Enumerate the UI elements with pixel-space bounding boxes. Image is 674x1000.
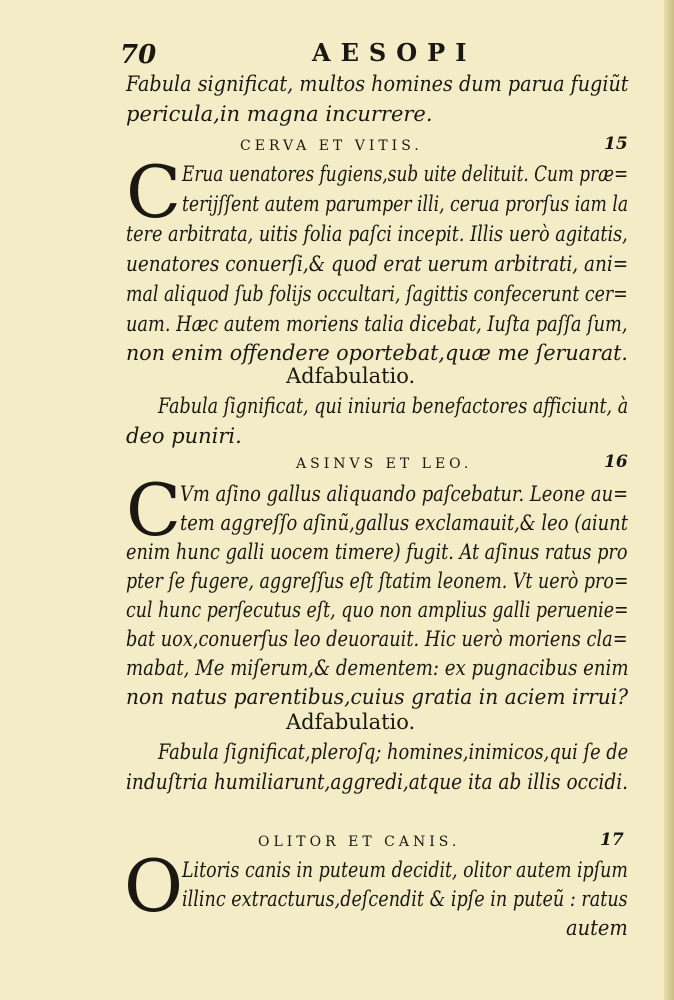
- moral-line: deo puniri.: [126, 424, 242, 448]
- moral-line: induſtria humiliarunt,aggredi,atque ita ab illis occidi.: [126, 770, 629, 794]
- fable-number: 17: [600, 830, 624, 850]
- page-gutter-shadow: [664, 0, 674, 1000]
- text-line: Erua uenatores fugiens,sub uite delituit. Cum præ=: [182, 162, 629, 186]
- running-head: AESOPI: [312, 38, 477, 67]
- adfabulatio-heading: Adfabulatio.: [286, 364, 416, 388]
- text-line: enim hunc galli uocem timere) fugit. At aſinus ratus pro: [126, 540, 628, 564]
- fable-title: CERVA ET VITIS.: [240, 138, 423, 154]
- text-line: uenatores conuerſi,& quod erat uerum arbitrati, ani=: [126, 252, 629, 276]
- text-line: cul hunc perſecutus eſt, quo non amplius galli peruenie=: [126, 598, 629, 622]
- text-line: bat uox,conuerſus leo deuorauit. Hic uerò moriens cla=: [126, 627, 628, 651]
- text-line: pter ſe fugere, aggreſſus eſt ſtatim leonem. Vt uerò pro=: [126, 569, 629, 593]
- moral-line: Fabula significat, multos homines dum parua fugiũt: [126, 72, 629, 96]
- drop-cap: O: [124, 844, 184, 928]
- text-line: non natus parentibus,cuius gratia in aciem irrui?: [126, 685, 629, 709]
- page-number: 70: [120, 40, 157, 70]
- catchword: autem: [566, 916, 628, 940]
- text-line: mabat, Me miſerum,& dementem: ex pugnacibus enim: [126, 656, 629, 680]
- moral-line: Fabula ſignificat,pleroſq; homines,inimicos,qui ſe de: [158, 740, 629, 764]
- text-line: mal aliquod ſub folijs occultari, ſagittis confecerunt cer=: [126, 282, 628, 306]
- drop-cap: C: [126, 150, 182, 234]
- text-line: Litoris canis in puteum decidit, olitor autem ipſum: [182, 858, 628, 882]
- fable-number: 16: [604, 452, 628, 472]
- fable-title: OLITOR ET CANIS.: [258, 834, 461, 850]
- adfabulatio-heading: Adfabulatio.: [286, 710, 416, 734]
- text-line: terijſſent autem parumper illi, cerua prorſus iam la: [182, 192, 629, 216]
- fable-title: ASINVS ET LEO.: [296, 456, 473, 472]
- text-line: Vm aſino gallus aliquando paſcebatur. Leone au=: [180, 482, 629, 506]
- text-line: illinc extracturus,deſcendit & ipſe in puteũ : ratus: [182, 887, 628, 911]
- drop-cap: C: [126, 468, 182, 552]
- fable-number: 15: [604, 134, 628, 154]
- moral-line: Fabula ſignificat, qui iniuria benefactores afficiunt, à: [158, 394, 629, 418]
- text-line: tem aggreſſo aſinũ,gallus exclamauit,& leo (aiunt: [180, 511, 628, 535]
- text-line: tere arbitrata, uitis folia paſci incepit. Illis uerò agitatis,: [126, 222, 628, 246]
- text-line: uam. Hæc autem moriens talia dicebat, Iuſta paſſa ſum,: [126, 312, 628, 336]
- moral-line: pericula,in magna incurrere.: [126, 102, 433, 126]
- text-line: non enim offendere oportebat,quæ me ſeruarat.: [126, 341, 628, 365]
